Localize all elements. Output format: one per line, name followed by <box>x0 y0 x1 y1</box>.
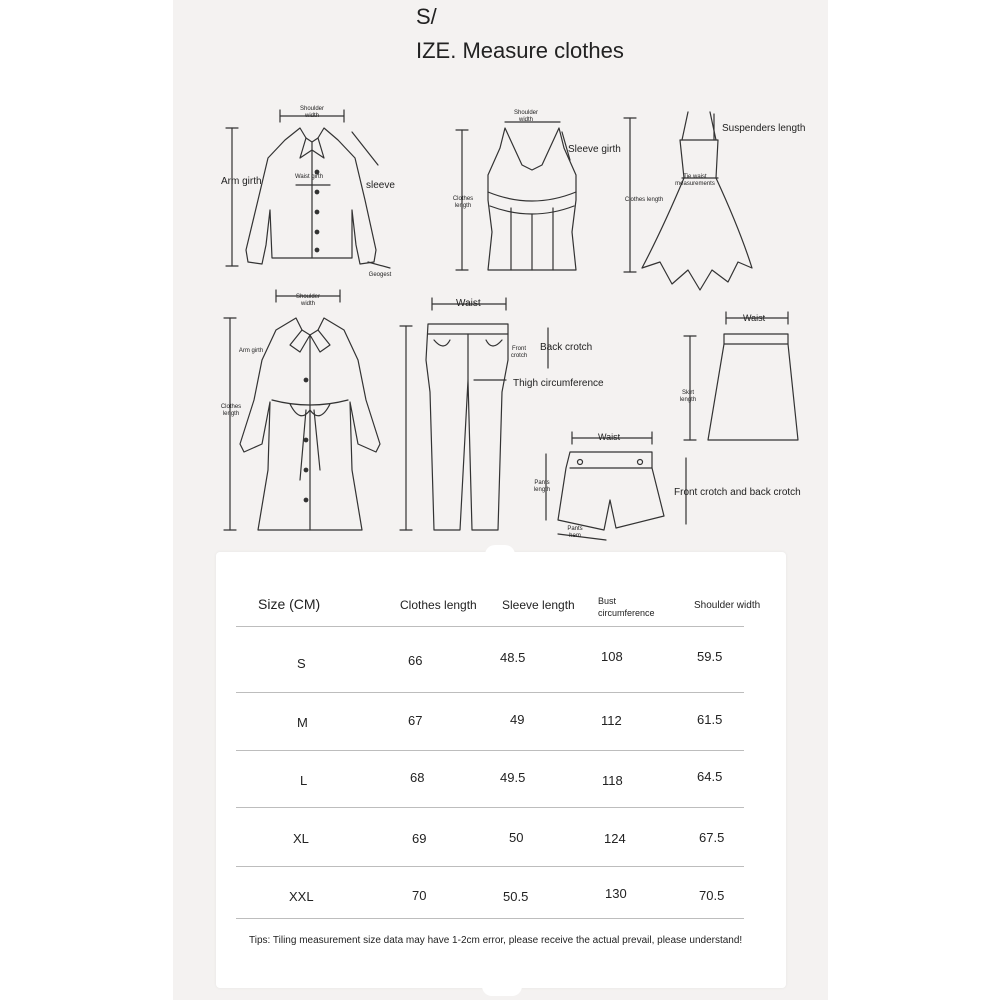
header-clothes-length: Clothes length <box>400 598 477 612</box>
skirt-drawing <box>684 312 798 440</box>
table-divider <box>236 626 744 627</box>
row-m-size: M <box>297 715 308 730</box>
row-l-size: L <box>300 773 308 788</box>
pants-front-crotch-label: Front crotch <box>510 346 528 359</box>
shorts-drawing <box>546 432 686 540</box>
row-xl-sleeve-length: 50 <box>509 830 524 845</box>
row-l-bust: 118 <box>602 773 623 788</box>
pants-back-crotch-label: Back crotch <box>540 342 593 353</box>
row-xl-shoulder: 67.5 <box>699 830 725 845</box>
tank-sleeve-girth-label: Sleeve girth <box>568 144 621 155</box>
card-bottom-notch <box>482 980 522 996</box>
table-divider <box>236 866 744 867</box>
row-xxl-size: XXL <box>289 889 314 904</box>
tank-shoulder-width-label: Shoulder width <box>513 110 539 123</box>
row-xxl-clothes-length: 70 <box>412 888 427 903</box>
dress-suspenders-length-label: Suspenders length <box>722 123 806 134</box>
title-line-2: IZE. Measure clothes <box>416 38 624 63</box>
shirt-waist-girth-label: Waist girth <box>294 174 324 180</box>
table-divider <box>236 692 744 693</box>
tips-note: Tips: Tiling measurement size data may have 1-2cm error, please receive the actual prevail, please understand! <box>249 935 743 946</box>
row-xl-bust: 124 <box>604 831 626 846</box>
header-bust-circumference: Bust circumference <box>598 596 655 618</box>
shirt-shoulder-width-label: Shoulder width <box>299 106 325 119</box>
shorts-pants-hem-label: Pants hem <box>567 526 583 539</box>
row-s-sleeve-length: 48.5 <box>500 650 526 665</box>
shorts-crotch-label: Front crotch and back crotch <box>674 487 801 498</box>
row-s-shoulder: 59.5 <box>697 649 723 664</box>
pants-waist-label: Waist <box>456 298 481 309</box>
header-size: Size (CM) <box>258 596 321 612</box>
shirt-geogest-label: Geogest <box>368 272 392 278</box>
row-l-sleeve-length: 49.5 <box>500 770 526 785</box>
row-m-clothes-length: 67 <box>408 713 423 728</box>
row-xxl-sleeve-length: 50.5 <box>503 889 529 904</box>
shirt-arm-girth-label: Arm girth <box>221 176 262 187</box>
row-s-clothes-length: 66 <box>408 653 423 668</box>
title-line-1: S/ <box>416 4 437 29</box>
row-xl-size: XL <box>293 831 309 846</box>
row-m-shoulder: 61.5 <box>697 712 723 727</box>
shorts-waist-label: Waist <box>598 432 621 442</box>
shorts-pants-length-label: Pants length <box>533 480 551 493</box>
row-xl-clothes-length: 69 <box>412 831 427 846</box>
row-s-bust: 108 <box>601 649 623 664</box>
table-divider <box>236 750 744 751</box>
table-divider <box>236 918 744 919</box>
tank-clothes-length-label: Clothes length <box>452 196 474 209</box>
skirt-waist-label: Waist <box>743 313 766 323</box>
coat-clothes-length-label: Clothes length <box>220 404 242 417</box>
dress-tie-waist-label: Tie waist measurements <box>675 174 715 187</box>
header-shoulder-width: Shoulder width <box>694 600 761 611</box>
dress-clothes-length-label: Clothes length <box>624 197 664 203</box>
row-m-sleeve-length: 49 <box>510 712 525 727</box>
row-s-size: S <box>297 656 306 671</box>
shirt-sleeve-label: sleeve <box>366 180 395 191</box>
coat-drawing <box>224 290 380 530</box>
row-xxl-shoulder: 70.5 <box>699 888 725 903</box>
coat-arm-girth-label: Arm girth <box>238 348 264 354</box>
coat-shoulder-width-label: Shoulder width <box>295 294 321 307</box>
row-m-bust: 112 <box>601 713 622 728</box>
skirt-length-label: Skirt length <box>679 390 697 403</box>
row-l-shoulder: 64.5 <box>697 769 723 784</box>
pants-thigh-circumference-label: Thigh circumference <box>513 378 604 389</box>
table-divider <box>236 807 744 808</box>
row-l-clothes-length: 68 <box>410 770 425 785</box>
card-top-notch <box>485 545 515 561</box>
row-xxl-bust: 130 <box>605 886 627 901</box>
header-sleeve-length: Sleeve length <box>502 598 575 612</box>
pants-drawing <box>400 298 548 530</box>
